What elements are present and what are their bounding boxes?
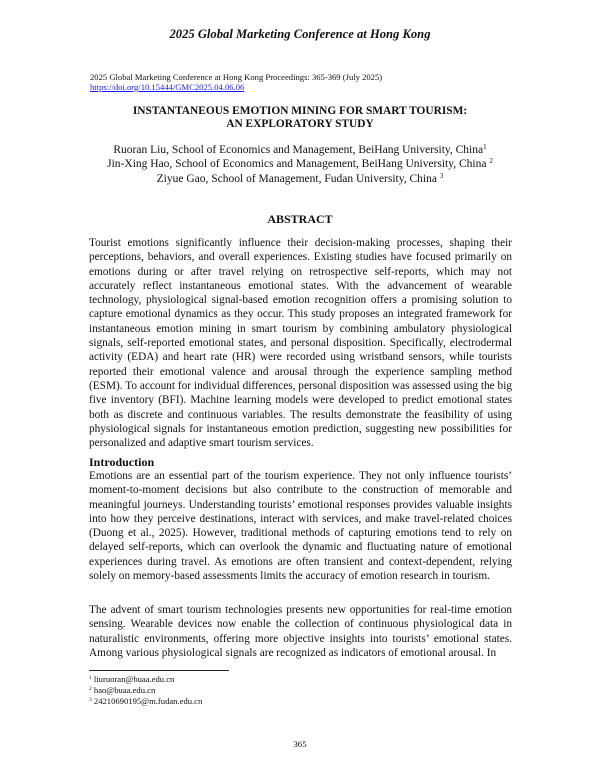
footnote-divider: [89, 670, 229, 671]
author-affiliation: Ziyue Gao, School of Management, Fudan University, China: [156, 173, 440, 185]
proceedings-citation: 2025 Global Marketing Conference at Hong Kong Proceedings: 365-369 (July 2025): [90, 72, 383, 82]
footnote-marker: 1: [483, 143, 487, 151]
author-line: [60, 157, 540, 171]
paper-title-line-1: INSTANTANEOUS EMOTION MINING FOR SMART TOURISM:: [132, 105, 468, 117]
footnote-number: 1: [89, 675, 92, 681]
introduction-paragraph-1: Emotions are an essential part of the tourism experience. They not only influence tourists’ moment-to-moment decisions but also contribute to the construction of memorable and meaningful journeys. Understanding tourists’ emotional responses provides valuable insights into how they perceive destinations, interact with services, and make travel-related choices (Duong et al., 2025). However, traditional methods of capturing emotions tend to rely on delayed self-reports, which can overlook the dynamic and fluctuating nature of emotional experiences during travel. As emotions are often transient and context-dependent, relying solely on memory-based assessments limits the accuracy of emotion research in tourism.: [89, 470, 512, 583]
footnote-email: 24210690195@m.fudan.edu.cn: [91, 696, 203, 706]
paper-title-line-2: AN EXPLORATORY STUDY: [226, 118, 374, 130]
footnote-item: [89, 696, 202, 706]
footnote-marker: 2: [489, 157, 493, 165]
footnote-number: 2: [89, 686, 92, 692]
footnote-item: [89, 674, 174, 684]
abstract-body: Tourist emotions significantly influence their decision-making processes, shaping their perceptions, behaviors, and overall experiences. Existing studies have focused primarily on emotions during or after travel relying on retrospective self-reports, which may not accurately reflect instantaneous emotional states. With the advancement of wearable technology, physiological signal-based emotion recognition offers a promising solution to capture emotional dynamics as they occur. This study proposes an integrated framework for instantaneous emotion mining in smart tourism by combining ambulatory physiological signals, self-reported emotional states, and personal disposition. Specifically, electrodermal activity (EDA) and heart rate (HR) were recorded using wristband sensors, while tourists reported their emotional valence and arousal through the experience sampling method (ESM). To account for individual differences, personal disposition was assessed using the big five inventory (BFI). Machine learning models were developed to predict emotional states both as discrete and continuous variables. The results demonstrate the feasibility of using physiological signals for instantaneous emotion prediction, suggesting new possibilities for personalized and adaptive smart tourism services.: [89, 237, 512, 450]
page-number: 365: [293, 739, 307, 749]
abstract-heading: ABSTRACT: [267, 212, 333, 226]
footnote-marker: 3: [439, 172, 444, 180]
author-affiliation: Ruoran Liu, School of Economics and Management, BeiHang University, China: [113, 144, 484, 156]
footnote-item: [89, 685, 155, 695]
running-header: 2025 Global Marketing Conference at Hong Kong: [169, 27, 431, 41]
author-affiliation: Jin-Xing Hao, School of Economics and Management, BeiHang University, China: [107, 158, 490, 170]
footnote-email: liuruoran@buaa.edu.cn: [91, 674, 175, 684]
author-line: [60, 143, 540, 157]
introduction-paragraph-2: The advent of smart tourism technologies presents new opportunities for real-time emotion sensing. Wearable devices now enable the collection of continuous physiological data in naturalistic environments, offering more objective insights into tourists’ emotional states. Among various physiological signals are recognized as indicators of emotional arousal. In: [89, 604, 512, 659]
author-line: [60, 172, 540, 186]
footnote-number: 3: [89, 697, 92, 703]
section-heading-introduction: Introduction: [89, 455, 155, 469]
doi-link[interactable]: https://doi.org/10.15444/GMC2025.04.06.06: [90, 82, 245, 92]
footnote-email: hao@buaa.edu.cn: [91, 685, 156, 695]
